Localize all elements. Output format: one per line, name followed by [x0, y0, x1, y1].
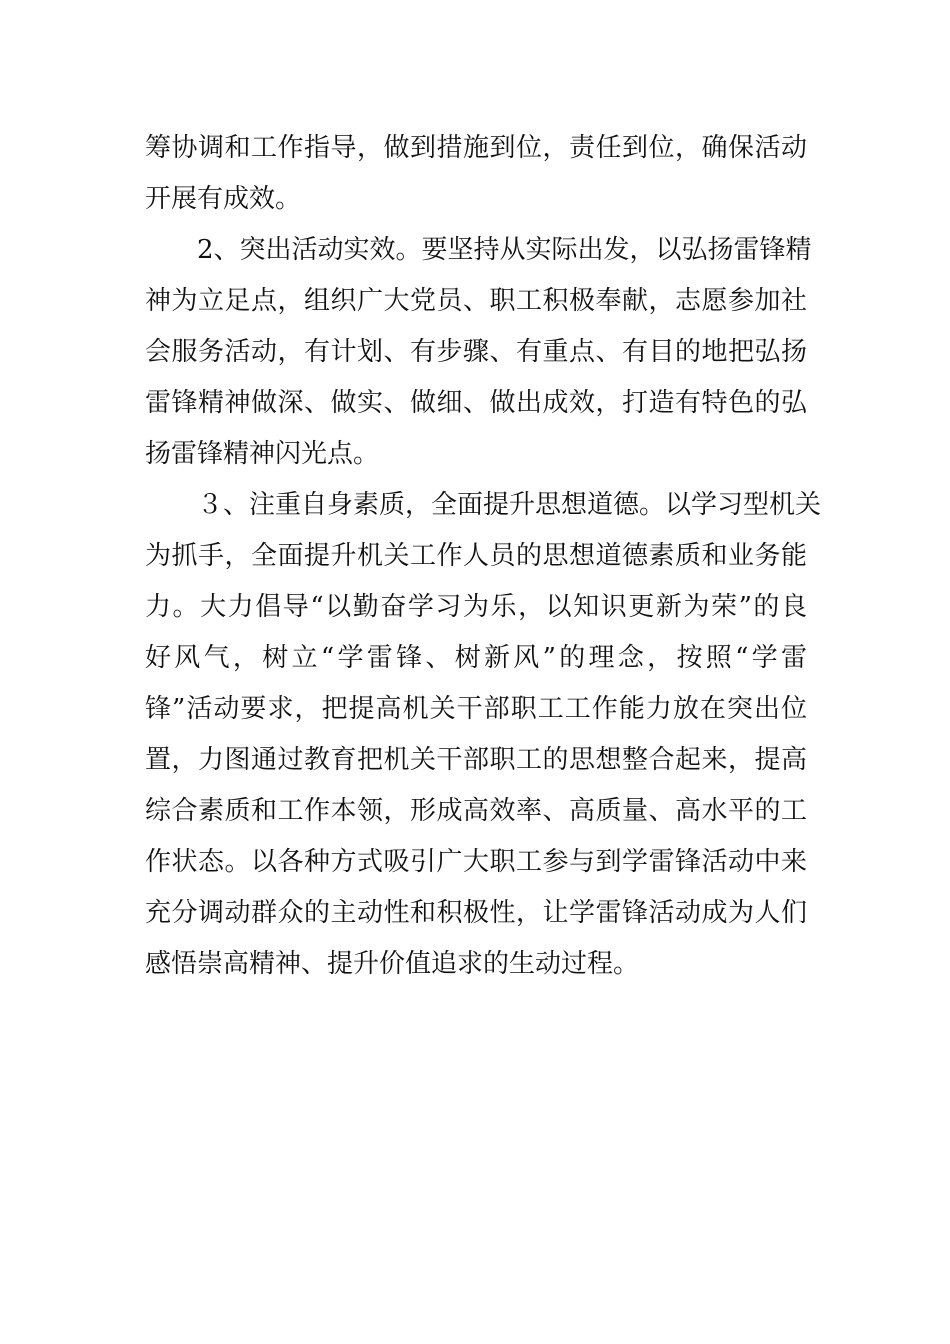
- paragraph-1-line-1: 筹协调和工作指导，做到措施到位，责任到位，确保活动: [145, 133, 807, 163]
- paragraph-1-line-2: 开展有成效。: [145, 184, 302, 214]
- paragraph-2-line-4: 雷锋精神做深、做实、做细、做出成效，打造有特色的弘: [145, 388, 807, 418]
- paragraph-3-line-9: 充分调动群众的主动性和积极性，让学雷锋活动成为人们: [145, 898, 807, 928]
- document-body: [145, 123, 822, 990]
- paragraph-3-line-2: 为抓手，全面提升机关工作人员的思想道德素质和业务能: [145, 541, 807, 571]
- paragraph-2-line-5: 扬雷锋精神闪光点。: [145, 439, 380, 469]
- paragraph-3-line-5: 锋”活动要求，把提高机关干部职工工作能力放在突出位: [145, 694, 807, 724]
- paragraph-3-line-6: 置，力图通过教育把机关干部职工的思想整合起来，提高: [145, 745, 807, 775]
- paragraph-2-line-2: 神为立足点，组织广大党员、职工积极奉献，志愿参加社: [145, 286, 807, 316]
- paragraph-3-line-10: 感悟崇高精神、提升价值追求的生动过程。: [145, 949, 640, 979]
- paragraph-3-line-7: 综合素质和工作本领，形成高效率、高质量、高水平的工: [145, 796, 807, 826]
- paragraph-2-line-1: 2、突出活动实效。要坚持从实际出发，以弘扬雷锋精: [197, 235, 812, 265]
- paragraph-3-line-1: ３、注重自身素质，全面提升思想道德。以学习型机关: [197, 490, 822, 520]
- paragraph-2-line-3: 会服务活动，有计划、有步骤、有重点、有目的地把弘扬: [145, 337, 807, 367]
- paragraph-3-line-3: 力。大力倡导“以勤奋学习为乐，以知识更新为荣”的良: [145, 592, 807, 622]
- paragraph-3-line-4: 好风气，树立“学雷锋、树新风”的理念，按照“学雷: [145, 643, 807, 673]
- paragraph-3-line-8: 作状态。以各种方式吸引广大职工参与到学雷锋活动中来: [145, 847, 807, 877]
